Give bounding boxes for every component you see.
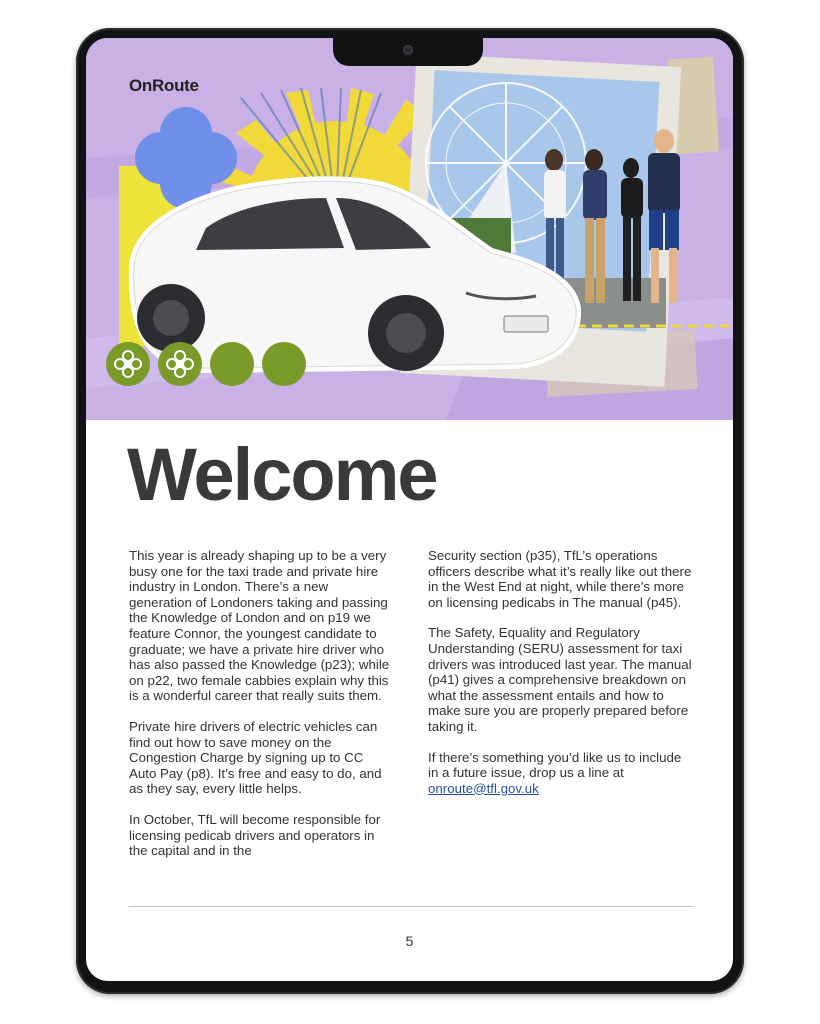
paragraph: The Safety, Equality and Regulatory Understanding (SERU) assessment for taxi drivers was introduced last year. The manual (p41) gives a comprehensive breakdown on what the assessment entails and how to make sure you are properly prepared before taking it.: [428, 625, 692, 734]
page-number: 5: [405, 933, 414, 949]
tablet-screen: [86, 38, 733, 981]
paragraph: Private hire drivers of electric vehicles can find out how to save money on the Congestion Charge by signing up to CC Auto Pay (p8). It’s free and easy to do, and as they say, every little helps.: [129, 718, 382, 797]
contact-paragraph: [428, 750, 692, 797]
magazine-brand: OnRoute: [129, 76, 199, 95]
paragraph: In October, TfL will become responsible for licensing pedicab drivers and operators in the capital and in the: [129, 811, 381, 859]
page-title: Welcome: [127, 433, 437, 516]
email-link[interactable]: onroute@tfl.gov.uk: [428, 780, 539, 796]
right-text-column: [428, 548, 692, 811]
camera-icon: [403, 45, 413, 55]
hero-collage: [86, 38, 733, 420]
paragraph: This year is already shaping up to be a very busy one for the taxi trade and private hire industry in London. There’s a new generation of Londoners taking and passing the Knowledge of London and on p19 we feature Connor, the youngest candidate to graduate; we have a private hire driver who has also passed the Knowledge (p23); while on p22, two female cabbies explain why this is a wonderful career that really suits them.: [129, 548, 390, 704]
contact-text: If there’s something you’d like us to include in a future issue, drop us a line at: [428, 749, 682, 781]
footer-divider: [129, 906, 693, 907]
paragraph: Security section (p35), TfL’s operations officers describe what it’s really like out there in the West End at night, while there’s more on licensing pedicabs in The manual (p45).: [428, 548, 692, 610]
left-text-column: [129, 548, 393, 874]
